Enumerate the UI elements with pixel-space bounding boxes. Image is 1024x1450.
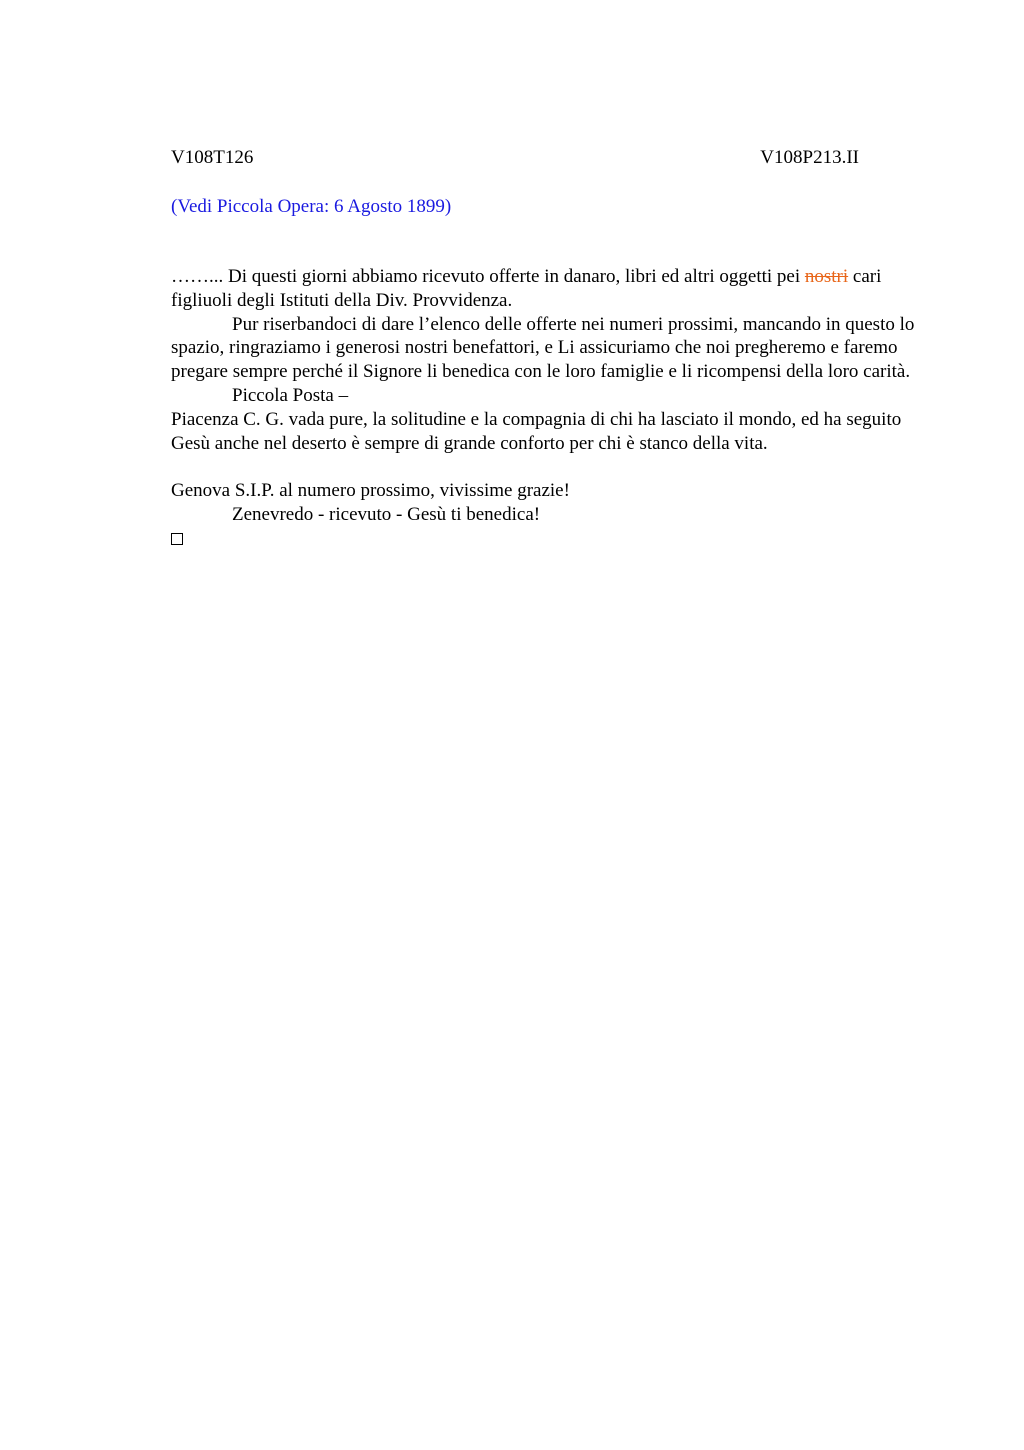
paragraph-zenevredo: Zenevredo - ricevuto - Gesù ti benedica! [232, 503, 541, 525]
document-code-left: V108T126 [171, 147, 254, 168]
paragraph-genova: Genova S.I.P. al numero prossimo, vivissime grazie! [171, 480, 570, 502]
end-mark-line [171, 527, 923, 552]
document-code-right: V108P213.II [760, 147, 859, 168]
paragraph-thanks: Pur riserbandoci di dare l’elenco delle offerte nei numeri prossimi, mancando in questo lo spazio, ringraziamo i generosi nostri benefattori, e Li assicuriamo che noi pregheremo e faremo pregare sempre perché il Signore li benedica con le loro famiglie e li ricompensi della loro carità. [171, 313, 915, 383]
paragraph-offerings-end: cari figliuoli degli Istituti della Div. Provvidenza. [171, 266, 882, 311]
deleted-word: nostri [804, 266, 849, 287]
blank-line [171, 455, 923, 479]
paragraph-offerings-start: ……... Di questi giorni abbiamo ricevuto offerte in danaro, libri ed altri oggetti pei [171, 266, 805, 287]
paragraph-piacenza: Piacenza C. G. vada pure, la solitudine e la compagnia di chi ha lasciato il mondo, ed ha seguito Gesù anche nel deserto è sempre di grande conforto per chi è stanco della vita. [171, 408, 902, 454]
body-text [171, 265, 923, 552]
reference-note: (Vedi Piccola Opera: 6 Agosto 1899) [171, 196, 452, 217]
paragraph-offerings [171, 265, 923, 313]
section-heading-piccola-posta: Piccola Posta – [232, 384, 349, 406]
square-icon [171, 533, 183, 545]
header-row [171, 146, 859, 172]
